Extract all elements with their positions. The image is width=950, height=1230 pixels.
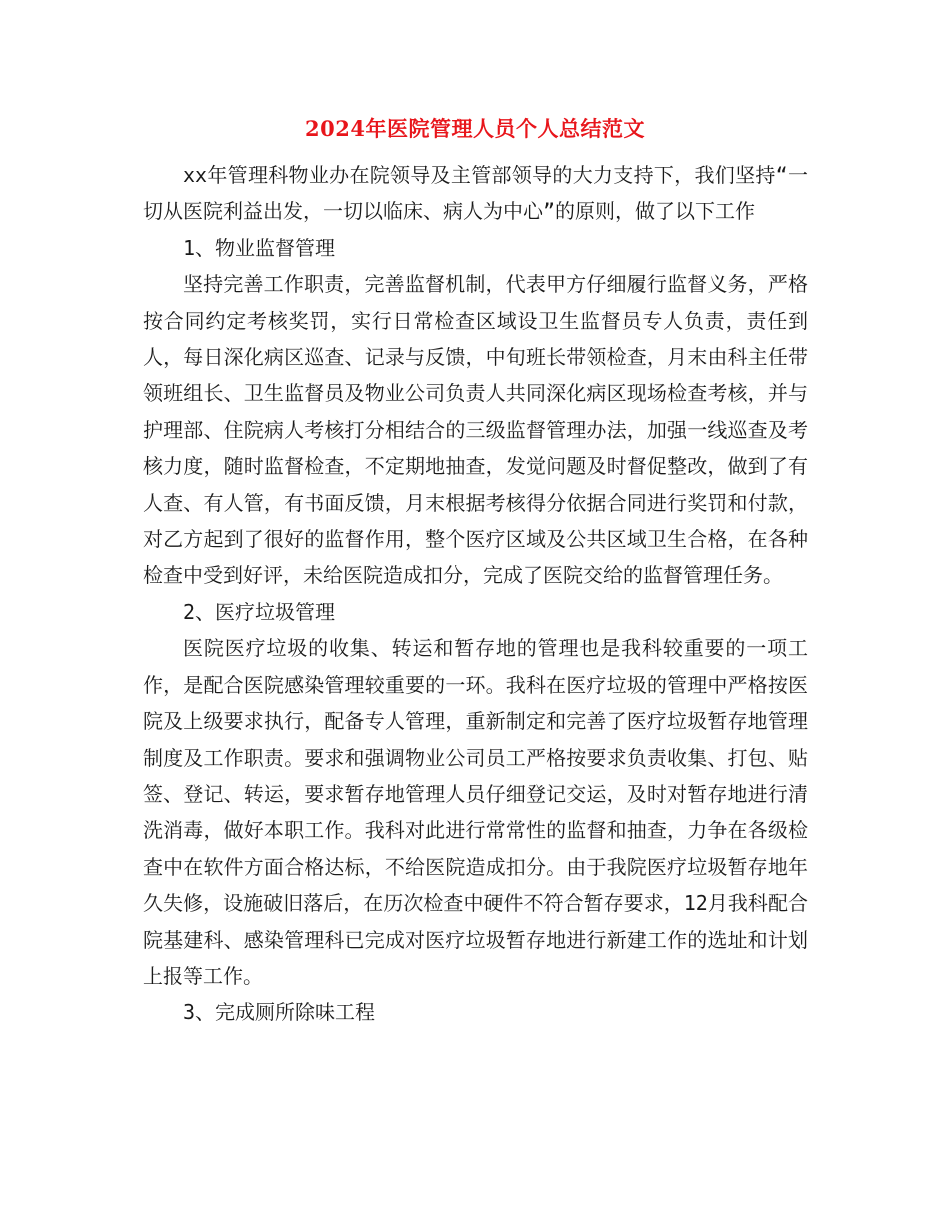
intro-paragraph: xx年管理科物业办在院领导及主管部领导的大力支持下，我们坚持“一切从医院利益出发，一切以临床、病人为中心”的原则，做了以下工作 (143, 163, 808, 224)
document-title: 2024年医院管理人员个人总结范文 (305, 116, 645, 141)
section-paragraph-2: 医院医疗垃圾的收集、转运和暂存地的管理也是我科较重要的一项工作，是配合医院感染管理较重要的一环。我科在医疗垃圾的管理中严格按医院及上级要求执行，配备专人管理，重新制定和完善了医疗垃圾暂存地管理制度及工作职责。要求和强调物业公司员工严格按要求负责收集、打包、贴签、登记、转运，要求暂存地管理人员仔细登记交运，及时对暂存地进行清洗消毒，做好本职工作。我科对此进行常常性的监督和抽查，力争在各级检查中在软件方面合格达标，不给医院造成扣分。由于我院医疗垃圾暂存地年久失修，设施破旧落后，在历次检查中硬件不符合暂存要求，12月我科配合院基建科、感染管理科已完成对医疗垃圾暂存地进行新建工作的选址和计划上报等工作。 (143, 636, 808, 988)
section-paragraph-1: 坚持完善工作职责，完善监督机制，代表甲方仔细履行监督义务，严格按合同约定考核奖罚，实行日常检查区域设卫生监督员专人负责，责任到人，每日深化病区巡查、记录与反馈，中旬班长带领检查，月末由科主任带领班组长、卫生监督员及物业公司负责人共同深化病区现场检查考核，并与护理部、住院病人考核打分相结合的三级监督管理办法，加强一线巡查及考核力度，随时监督检查，不定期地抽查，发觉问题及时督促整改，做到了有人查、有人管，有书面反馈，月末根据考核得分依据合同进行奖罚和付款，对乙方起到了很好的监督作用，整个医疗区域及公共区域卫生合格，在各种检查中受到好评，未给医院造成扣分，完成了医院交给的监督管理任务。 (143, 272, 808, 588)
section-heading-1: 1、物业监督管理 (183, 235, 336, 260)
document-body (143, 157, 808, 1031)
section-heading-2: 2、医疗垃圾管理 (183, 599, 336, 624)
section-heading-3: 3、完成厕所除味工程 (183, 1000, 376, 1025)
